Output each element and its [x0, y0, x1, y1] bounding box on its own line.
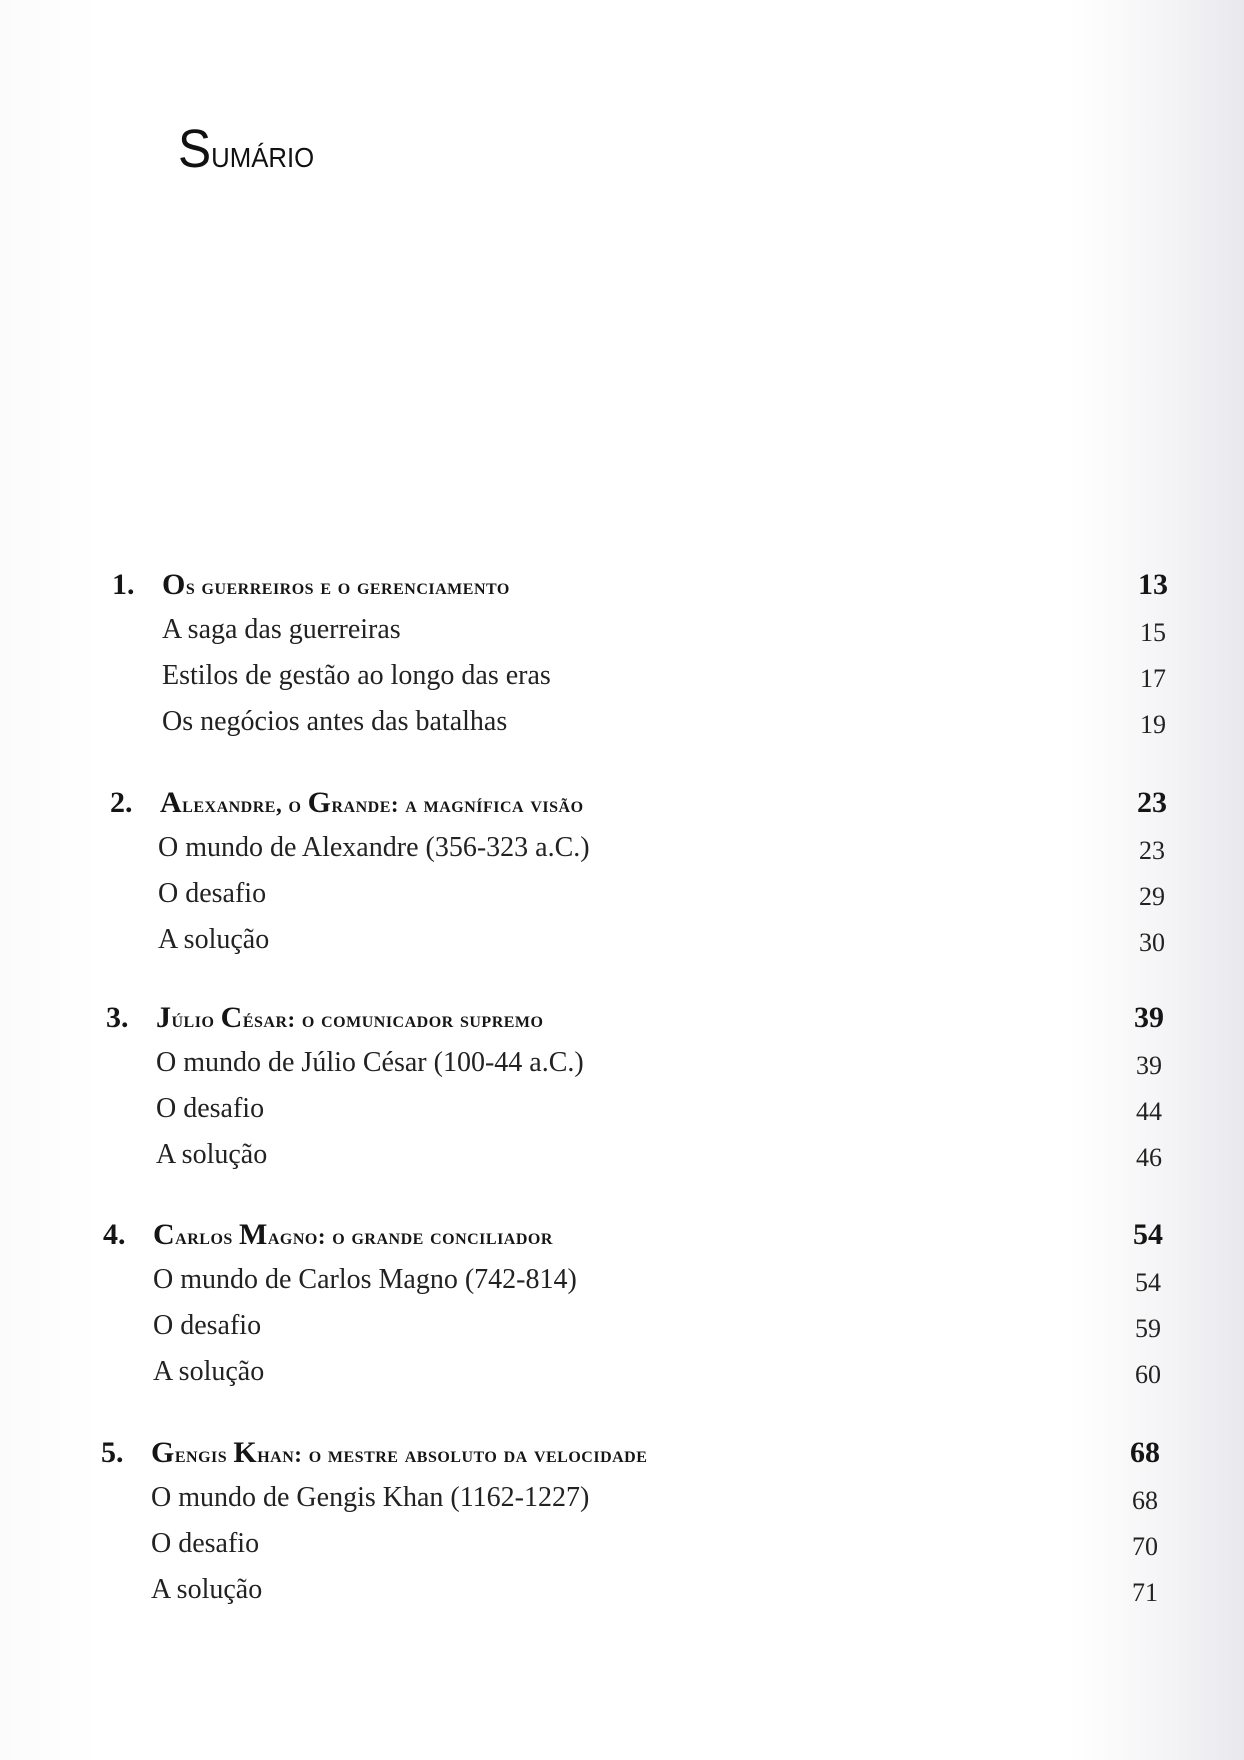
entry-label: O desafio: [151, 1528, 260, 1559]
entry-label: O mundo de Gengis Khan (1162-1227): [151, 1482, 590, 1513]
chapter-heading[interactable]: [0, 786, 1244, 832]
title-initial: S: [178, 119, 212, 179]
toc-entry[interactable]: [0, 614, 1244, 660]
entry-label: Os negócios antes das batalhas: [162, 706, 508, 737]
chapter-page-number: 39: [1134, 1001, 1164, 1034]
entry-page-number: 54: [1135, 1268, 1161, 1297]
entry-label: O desafio: [156, 1093, 265, 1124]
entry-label: A solução: [153, 1356, 265, 1387]
entry-label: O mundo de Júlio César (100-44 a.C.): [156, 1047, 584, 1078]
chapter-page-number: 23: [1137, 786, 1167, 819]
chapter-heading[interactable]: [0, 1218, 1244, 1264]
chapter-page-number: 54: [1133, 1218, 1163, 1251]
entry-page-number: 59: [1135, 1314, 1161, 1343]
entry-label: O mundo de Carlos Magno (742-814): [153, 1264, 577, 1295]
entry-label: A solução: [156, 1139, 268, 1170]
toc-entry[interactable]: [0, 706, 1244, 752]
chapter-heading[interactable]: [0, 1001, 1244, 1047]
toc-chapter: [0, 1001, 1244, 1185]
entry-page-number: 19: [1140, 710, 1166, 739]
entry-label: O mundo de Alexandre (356-323 a.C.): [158, 832, 590, 863]
chapter-title: Carlos Magno: o grande conciliador: [153, 1218, 553, 1251]
toc-entry[interactable]: [0, 832, 1244, 878]
chapter-heading[interactable]: [0, 568, 1244, 614]
chapter-title: Gengis Khan: o mestre absoluto da velocidade: [151, 1436, 648, 1469]
entry-page-number: 23: [1139, 836, 1165, 865]
entry-label: A solução: [151, 1574, 263, 1605]
toc-entry[interactable]: [0, 1482, 1244, 1528]
chapter-number: 4.: [103, 1218, 126, 1251]
toc-entry[interactable]: [0, 1574, 1244, 1620]
toc-entry[interactable]: [0, 1528, 1244, 1574]
entry-page-number: 17: [1140, 664, 1166, 693]
page-title: [178, 118, 314, 180]
entry-label: A saga das guerreiras: [162, 614, 401, 645]
entry-label: A solução: [158, 924, 270, 955]
chapter-page-number: 68: [1130, 1436, 1160, 1469]
toc-chapter: [0, 1218, 1244, 1402]
toc-entry[interactable]: [0, 878, 1244, 924]
chapter-title: Júlio César: o comunicador supremo: [156, 1001, 544, 1034]
toc-entry[interactable]: [0, 924, 1244, 970]
chapter-number: 5.: [101, 1436, 124, 1469]
chapter-number: 3.: [106, 1001, 129, 1034]
chapter-number: 1.: [112, 568, 135, 601]
entry-page-number: 68: [1132, 1486, 1158, 1515]
entry-page-number: 70: [1132, 1532, 1158, 1561]
chapter-title: Os guerreiros e o gerenciamento: [162, 568, 510, 601]
entry-page-number: 71: [1132, 1578, 1158, 1607]
toc-entry[interactable]: [0, 660, 1244, 706]
entry-page-number: 39: [1136, 1051, 1162, 1080]
toc-chapter: [0, 568, 1244, 752]
chapter-title: Alexandre, o Grande: a magnífica visão: [160, 786, 584, 819]
entry-page-number: 15: [1140, 618, 1166, 647]
toc-entry[interactable]: [0, 1310, 1244, 1356]
entry-label: O desafio: [158, 878, 267, 909]
entry-label: O desafio: [153, 1310, 262, 1341]
entry-page-number: 30: [1139, 928, 1165, 957]
entry-label: Estilos de gestão ao longo das eras: [162, 660, 551, 691]
toc-entry[interactable]: [0, 1093, 1244, 1139]
title-rest: umário: [211, 132, 315, 176]
chapter-page-number: 13: [1138, 568, 1168, 601]
entry-page-number: 46: [1136, 1143, 1162, 1172]
entry-page-number: 44: [1136, 1097, 1162, 1126]
toc-chapter: [0, 786, 1244, 970]
chapter-heading[interactable]: [0, 1436, 1244, 1482]
toc-entry[interactable]: [0, 1356, 1244, 1402]
toc-entry[interactable]: [0, 1047, 1244, 1093]
toc-chapter: [0, 1436, 1244, 1620]
toc-entry[interactable]: [0, 1264, 1244, 1310]
entry-page-number: 60: [1135, 1360, 1161, 1389]
chapter-number: 2.: [110, 786, 133, 819]
toc-entry[interactable]: [0, 1139, 1244, 1185]
entry-page-number: 29: [1139, 882, 1165, 911]
